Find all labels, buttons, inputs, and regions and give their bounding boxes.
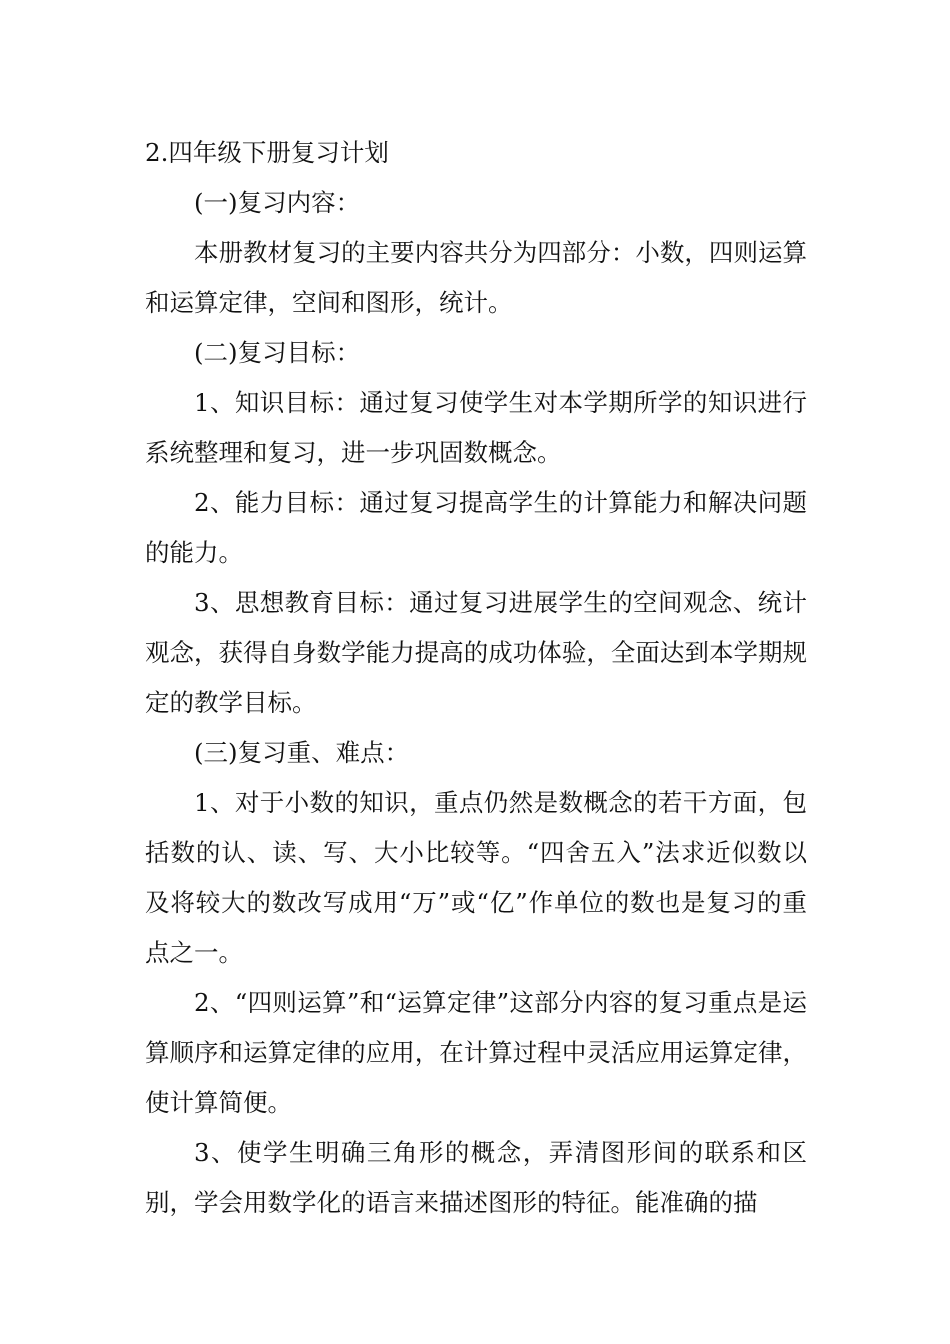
section-heading-key-points: (三)复习重、难点： — [194, 738, 410, 767]
paragraph-goal-education: 3、思想教育目标：通过复习进展学生的空间观念、统计观念，获得自身数学能力提高的成功体验，全面达到本学期规定的教学目标。 — [145, 588, 807, 717]
section-heading-content: (一)复习内容： — [194, 188, 361, 217]
paragraph-key-operations: 2、“四则运算”和“运算定律”这部分内容的复习重点是运算顺序和运算定律的应用，在计算过程中灵活应用运算定律，使计算简便。 — [145, 988, 807, 1117]
section-heading-goals: (二)复习目标： — [194, 338, 361, 367]
paragraph-goal-ability: 2、能力目标：通过复习提高学生的计算能力和解决问题的能力。 — [145, 488, 807, 567]
paragraph-goal-knowledge: 1、知识目标：通过复习使学生对本学期所学的知识进行系统整理和复习，进一步巩固数概念。 — [145, 388, 807, 467]
document-body — [145, 128, 807, 1228]
paragraph-content-summary: 本册教材复习的主要内容共分为四部分：小数，四则运算和运算定律，空间和图形，统计。 — [145, 238, 807, 317]
paragraph-key-triangles: 3、使学生明确三角形的概念，弄清图形间的联系和区别，学会用数学化的语言来描述图形的特征。能准确的描 — [145, 1138, 807, 1217]
document-title: 2.四年级下册复习计划 — [145, 138, 389, 167]
paragraph-key-decimals: 1、对于小数的知识，重点仍然是数概念的若干方面，包括数的认、读、写、大小比较等。“四舍五入”法求近似数以及将较大的数改写成用“万”或“亿”作单位的数也是复习的重点之一。 — [145, 788, 807, 967]
